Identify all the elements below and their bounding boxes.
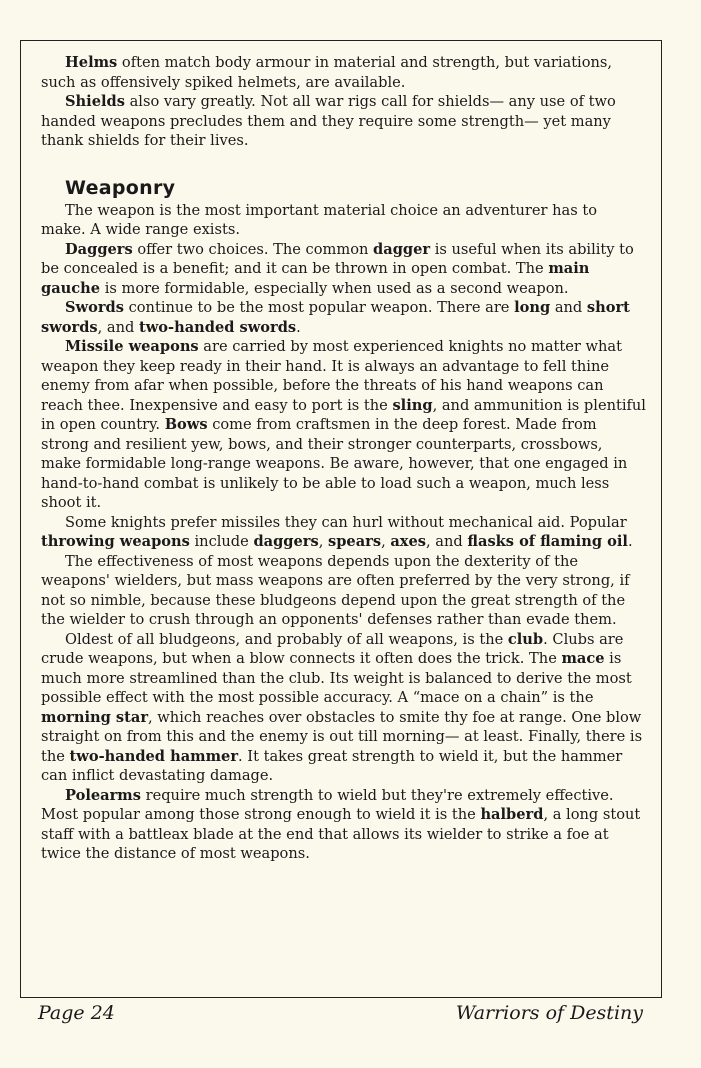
bold-term: dagger [373,240,431,258]
paragraph [41,240,646,299]
text-run: and [550,299,587,316]
text-run: include [189,533,254,550]
bold-term: axes [390,533,427,550]
text-run: The weapon is the most important material choice an adventurer has to make. A wide range exists. [41,201,598,238]
bold-term: Bows [164,416,208,433]
bold-term: daggers [253,533,319,550]
bold-term: long [514,299,551,316]
paragraph [41,337,646,513]
text-run: is more formidable, especially when used as a second weapon. [100,279,569,297]
paragraph [41,630,646,786]
book-title: Warriors of Destiny [455,1002,643,1024]
bold-term: main gauche [41,260,590,297]
bold-term: Shields [65,93,125,110]
page-footer [38,1002,643,1024]
text-run: is useful when its ability to be concealed is a benefit; and it can be thrown in open combat. The [41,240,634,277]
text-run: , [318,533,328,550]
bold-term: short swords [41,299,630,336]
section-heading: Weaponry [65,176,176,199]
text-run: come from craftsmen in the deep forest. Made from strong and resilient yew, bows, and their stronger counterparts, crossbows, make formidable long-range weapons. Be aware, however, that one engaged in hand-to-hand combat is unlikely to be able to load such a weapon, much less shoot it. [41,416,628,511]
bold-term: Swords [65,299,124,316]
bold-term: morning star [41,708,149,726]
bold-term: flasks of flaming oil [467,533,628,550]
page-number: Page 24 [38,1002,115,1024]
text-run: Oldest of all bludgeons, and probably of all weapons, is the [65,630,508,648]
text-run: often match body armour in material and strength, but variations, such as offensively spiked helmets, are available. [41,54,613,91]
bold-term: spears [327,533,382,550]
text-run: . Clubs are crude weapons, but when a blow connects it often does the trick. The [41,630,624,667]
bold-term: sling [392,396,433,414]
paragraph [41,201,646,240]
bold-term: halberd [480,806,544,823]
paragraph [41,552,646,630]
text-run: are carried by most experienced knights no matter what weapon they keep ready in their hand. It is always an advantage to fell thine enemy from afar when possible, before the threats of his hand weapons can reach thee. Inexpensive and easy to port is the [41,338,622,414]
page-body [41,53,646,864]
text-run: . It takes great strength to wield it, but the hammer can inflict devastating damage. [41,747,623,784]
text-run: . [296,318,301,336]
text-run: Some knights prefer missiles they can hurl without mechanical aid. Popular [65,513,627,531]
paragraph [41,298,646,337]
text-run: , [381,533,391,550]
text-run: continue to be the most popular weapon. There are [123,299,515,316]
bold-term: mace [561,650,605,667]
paragraph [41,53,646,92]
bold-term: Polearms [65,786,141,804]
paragraph [41,513,646,552]
text-run: , and ammunition is plentiful in open country. [41,396,646,433]
intro-section [41,53,646,151]
bold-term: club [507,630,544,648]
text-run: , and [426,533,468,550]
weaponry-section [41,201,646,864]
text-run: , a long stout staff with a battleax blade at the end that allows its wielder to strike a foe at twice the distance of most weapons. [41,806,641,862]
text-run: is much more streamlined than the club. Its weight is balanced to derive the most possible effect with the most possible accuracy. A “mace on a chain” is the [41,650,632,706]
bold-term: throwing weapons [41,533,190,550]
text-run: also vary greatly. Not all war rigs call for shields— any use of two handed weapons precludes them and they require some strength— yet many thank shields for their lives. [41,93,616,149]
bold-term: Helms [65,54,118,71]
text-run: offer two choices. The common [132,240,374,258]
text-run: require much strength to wield but they're extremely effective. Most popular among those strong enough to wield it is the [41,786,614,823]
bold-term: two-handed hammer [69,747,239,765]
paragraph [41,786,646,864]
bold-term: Missile weapons [65,338,199,355]
bold-term: Daggers [65,240,133,258]
text-run: , which reaches over obstacles to smite thy foe at range. One blow straight on from this and the enemy is out till morning— at least. Finally, there is the [41,708,643,765]
text-run: , and [97,318,139,336]
paragraph [41,92,646,151]
bold-term: two-handed swords [138,318,297,336]
text-run: . [627,533,633,550]
text-run: The effectiveness of most weapons depends upon the dexterity of the weapons' wielders, but mass weapons are often preferred by the very strong, if not so nimble, because these bludgeons depend upon the great strength of the the wielder to crush through an opponents' defenses rather than evade them. [41,552,630,628]
